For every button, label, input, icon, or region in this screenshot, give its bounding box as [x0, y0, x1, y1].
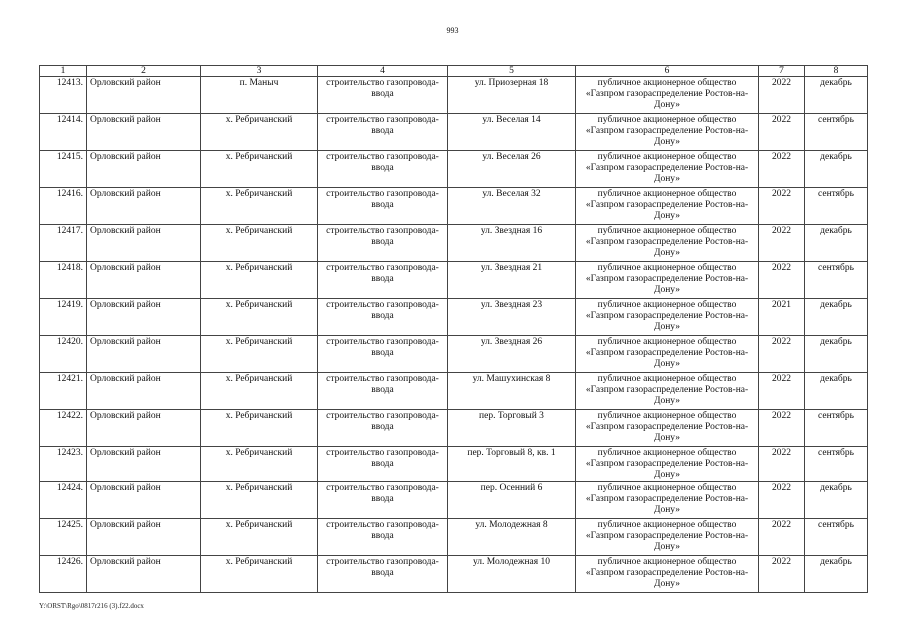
work-type-cell: строительство газопровода-ввода — [318, 151, 448, 188]
year-cell: 2022 — [759, 482, 805, 519]
organization-cell: публичное акционерное общество «Газпром газораспределение Ростов-на-Дону» — [576, 262, 759, 299]
settlement-cell: х. Ребричанский — [201, 336, 318, 373]
year-cell: 2022 — [759, 225, 805, 262]
address-cell: ул. Веселая 26 — [448, 151, 576, 188]
address-cell: ул. Звездная 21 — [448, 262, 576, 299]
organization-cell: публичное акционерное общество «Газпром газораспределение Ростов-на-Дону» — [576, 299, 759, 336]
work-type-cell: строительство газопровода-ввода — [318, 556, 448, 593]
work-type-cell: строительство газопровода-ввода — [318, 225, 448, 262]
settlement-cell: х. Ребричанский — [201, 373, 318, 410]
address-cell: пер. Торговый 8, кв. 1 — [448, 447, 576, 482]
month-cell: сентябрь — [805, 447, 868, 482]
table-row — [40, 556, 868, 593]
year-cell: 2022 — [759, 77, 805, 114]
row-number-cell: 12423. — [40, 447, 87, 482]
work-type-cell: строительство газопровода-ввода — [318, 410, 448, 447]
year-cell: 2022 — [759, 114, 805, 151]
table-body — [40, 77, 868, 593]
organization-cell: публичное акционерное общество «Газпром газораспределение Ростов-на-Дону» — [576, 114, 759, 151]
district-cell: Орловский район — [87, 556, 201, 593]
address-cell: пер. Осенний 6 — [448, 482, 576, 519]
district-cell: Орловский район — [87, 225, 201, 262]
organization-cell: публичное акционерное общество «Газпром газораспределение Ростов-на-Дону» — [576, 556, 759, 593]
year-cell: 2022 — [759, 410, 805, 447]
table-row — [40, 114, 868, 151]
district-cell: Орловский район — [87, 114, 201, 151]
col-header-3: 3 — [201, 66, 318, 77]
table-row — [40, 77, 868, 114]
year-cell: 2022 — [759, 151, 805, 188]
row-number-cell: 12414. — [40, 114, 87, 151]
header-row — [40, 66, 868, 77]
organization-cell: публичное акционерное общество «Газпром газораспределение Ростов-на-Дону» — [576, 482, 759, 519]
row-number-cell: 12420. — [40, 336, 87, 373]
address-cell: ул. Молодежная 8 — [448, 519, 576, 556]
year-cell: 2022 — [759, 556, 805, 593]
settlement-cell: х. Ребричанский — [201, 556, 318, 593]
row-number-cell: 12421. — [40, 373, 87, 410]
table-row — [40, 299, 868, 336]
district-cell: Орловский район — [87, 77, 201, 114]
address-cell: ул. Звездная 23 — [448, 299, 576, 336]
row-number-cell: 12419. — [40, 299, 87, 336]
settlement-cell: х. Ребричанский — [201, 447, 318, 482]
table-row — [40, 410, 868, 447]
settlement-cell: х. Ребричанский — [201, 482, 318, 519]
col-header-8: 8 — [805, 66, 868, 77]
row-number-cell: 12416. — [40, 188, 87, 225]
address-cell: ул. Звездная 26 — [448, 336, 576, 373]
year-cell: 2022 — [759, 447, 805, 482]
col-header-1: 1 — [40, 66, 87, 77]
organization-cell: публичное акционерное общество «Газпром газораспределение Ростов-на-Дону» — [576, 151, 759, 188]
organization-cell: публичное акционерное общество «Газпром газораспределение Ростов-на-Дону» — [576, 373, 759, 410]
month-cell: декабрь — [805, 336, 868, 373]
work-type-cell: строительство газопровода-ввода — [318, 336, 448, 373]
work-type-cell: строительство газопровода-ввода — [318, 299, 448, 336]
col-header-6: 6 — [576, 66, 759, 77]
year-cell: 2021 — [759, 299, 805, 336]
col-header-4: 4 — [318, 66, 448, 77]
address-cell: ул. Звездная 16 — [448, 225, 576, 262]
month-cell: сентябрь — [805, 188, 868, 225]
organization-cell: публичное акционерное общество «Газпром газораспределение Ростов-на-Дону» — [576, 77, 759, 114]
address-cell: ул. Веселая 32 — [448, 188, 576, 225]
organization-cell: публичное акционерное общество «Газпром газораспределение Ростов-на-Дону» — [576, 447, 759, 482]
row-number-cell: 12415. — [40, 151, 87, 188]
row-number-cell: 12418. — [40, 262, 87, 299]
district-cell: Орловский район — [87, 262, 201, 299]
district-cell: Орловский район — [87, 519, 201, 556]
settlement-cell: х. Ребричанский — [201, 151, 318, 188]
row-number-cell: 12413. — [40, 77, 87, 114]
table-row — [40, 519, 868, 556]
work-type-cell: строительство газопровода-ввода — [318, 262, 448, 299]
month-cell: декабрь — [805, 225, 868, 262]
month-cell: декабрь — [805, 77, 868, 114]
district-cell: Орловский район — [87, 188, 201, 225]
settlement-cell: х. Ребричанский — [201, 114, 318, 151]
table-row — [40, 482, 868, 519]
row-number-cell: 12417. — [40, 225, 87, 262]
district-cell: Орловский район — [87, 373, 201, 410]
table-row — [40, 373, 868, 410]
col-header-7: 7 — [759, 66, 805, 77]
month-cell: декабрь — [805, 299, 868, 336]
footer-file-path: Y:\ORST\Rgo\0817r216 (3).f22.docx — [39, 602, 144, 610]
address-cell: ул. Машухинская 8 — [448, 373, 576, 410]
organization-cell: публичное акционерное общество «Газпром газораспределение Ростов-на-Дону» — [576, 519, 759, 556]
row-number-cell: 12424. — [40, 482, 87, 519]
table-row — [40, 225, 868, 262]
year-cell: 2022 — [759, 519, 805, 556]
address-cell: ул. Приозерная 18 — [448, 77, 576, 114]
year-cell: 2022 — [759, 188, 805, 225]
district-cell: Орловский район — [87, 151, 201, 188]
work-type-cell: строительство газопровода-ввода — [318, 447, 448, 482]
work-type-cell: строительство газопровода-ввода — [318, 519, 448, 556]
district-cell: Орловский район — [87, 336, 201, 373]
organization-cell: публичное акционерное общество «Газпром газораспределение Ростов-на-Дону» — [576, 336, 759, 373]
table-row — [40, 336, 868, 373]
col-header-2: 2 — [87, 66, 201, 77]
settlement-cell: х. Ребричанский — [201, 262, 318, 299]
settlement-cell: х. Ребричанский — [201, 299, 318, 336]
settlement-cell: х. Ребричанский — [201, 519, 318, 556]
col-header-5: 5 — [448, 66, 576, 77]
month-cell: декабрь — [805, 151, 868, 188]
district-cell: Орловский район — [87, 447, 201, 482]
settlement-cell: п. Маныч — [201, 77, 318, 114]
address-cell: ул. Веселая 14 — [448, 114, 576, 151]
table-row — [40, 447, 868, 482]
settlement-cell: х. Ребричанский — [201, 410, 318, 447]
table-row — [40, 262, 868, 299]
month-cell: сентябрь — [805, 114, 868, 151]
district-cell: Орловский район — [87, 482, 201, 519]
month-cell: декабрь — [805, 556, 868, 593]
work-type-cell: строительство газопровода-ввода — [318, 77, 448, 114]
month-cell: сентябрь — [805, 410, 868, 447]
table-row — [40, 151, 868, 188]
address-cell: ул. Молодежная 10 — [448, 556, 576, 593]
work-type-cell: строительство газопровода-ввода — [318, 482, 448, 519]
registry-table — [39, 65, 868, 593]
organization-cell: публичное акционерное общество «Газпром газораспределение Ростов-на-Дону» — [576, 188, 759, 225]
work-type-cell: строительство газопровода-ввода — [318, 188, 448, 225]
table-row — [40, 188, 868, 225]
settlement-cell: х. Ребричанский — [201, 188, 318, 225]
district-cell: Орловский район — [87, 299, 201, 336]
month-cell: сентябрь — [805, 262, 868, 299]
district-cell: Орловский район — [87, 410, 201, 447]
settlement-cell: х. Ребричанский — [201, 225, 318, 262]
year-cell: 2022 — [759, 336, 805, 373]
organization-cell: публичное акционерное общество «Газпром газораспределение Ростов-на-Дону» — [576, 410, 759, 447]
work-type-cell: строительство газопровода-ввода — [318, 114, 448, 151]
month-cell: сентябрь — [805, 519, 868, 556]
row-number-cell: 12425. — [40, 519, 87, 556]
row-number-cell: 12422. — [40, 410, 87, 447]
row-number-cell: 12426. — [40, 556, 87, 593]
work-type-cell: строительство газопровода-ввода — [318, 373, 448, 410]
address-cell: пер. Торговый 3 — [448, 410, 576, 447]
month-cell: декабрь — [805, 482, 868, 519]
year-cell: 2022 — [759, 373, 805, 410]
month-cell: декабрь — [805, 373, 868, 410]
page-number: 993 — [446, 26, 459, 35]
year-cell: 2022 — [759, 262, 805, 299]
organization-cell: публичное акционерное общество «Газпром газораспределение Ростов-на-Дону» — [576, 225, 759, 262]
